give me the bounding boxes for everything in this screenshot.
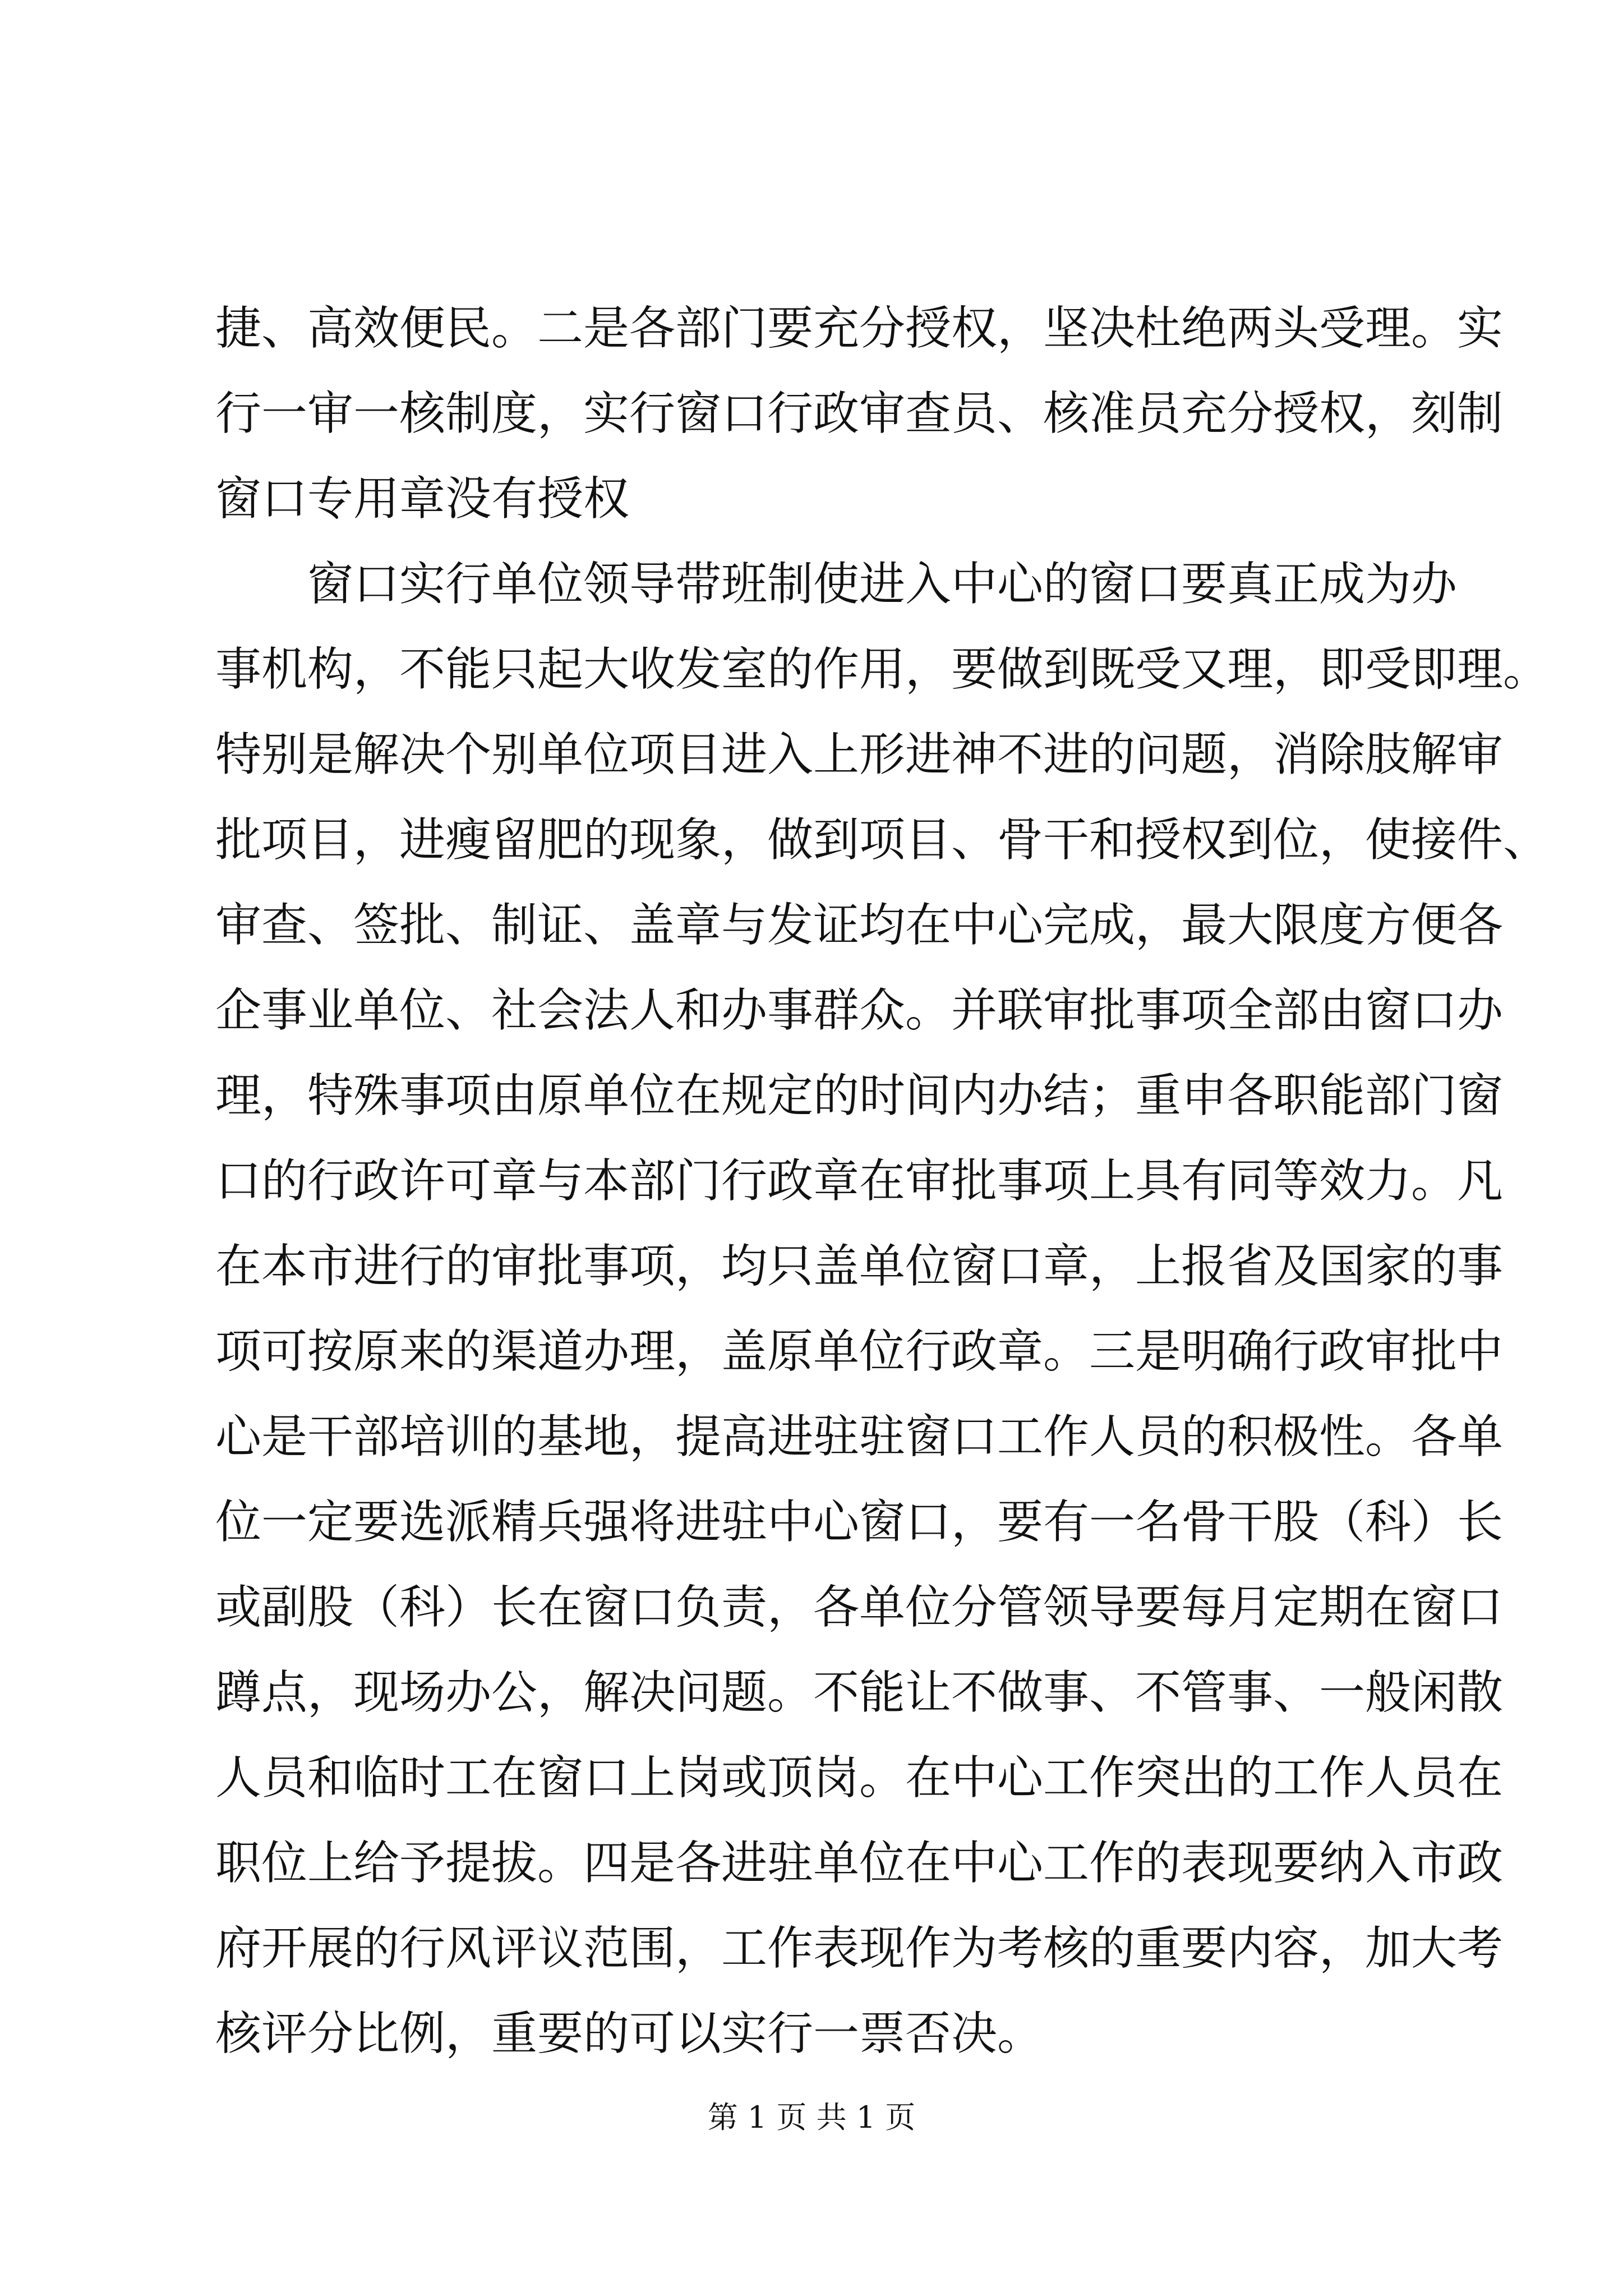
text-line: 特别是解决个别单位项目进入上形进神不进的问题，消除肢解审	[215, 728, 1504, 781]
text-line: 心是干部培训的基地，提高进驻驻窗口工作人员的积极性。各单	[215, 1410, 1504, 1464]
text-line: 府开展的行风评议范围，工作表现作为考核的重要内容，加大考	[215, 1922, 1504, 1975]
page-footer: 第 1 页 共 1 页	[707, 2100, 916, 2135]
text-line: 理，特殊事项由原单位在规定的时间内办结；重申各职能部门窗	[215, 1069, 1504, 1122]
text-line: 窗口实行单位领导带班制使进入中心的窗口要真正成为办	[307, 558, 1458, 611]
text-line: 核评分比例，重要的可以实行一票否决。	[215, 2007, 1044, 2060]
body-text	[215, 286, 1550, 2077]
text-line: 或副股（科）长在窗口负责，各单位分管领导要每月定期在窗口	[215, 1581, 1504, 1634]
text-line: 行一审一核制度，实行窗口行政审查员、核准员充分授权，刻制	[215, 387, 1504, 440]
text-line: 人员和临时工在窗口上岗或顶岗。在中心工作突出的工作人员在	[215, 1751, 1504, 1805]
text-line: 捷、高效便民。二是各部门要充分授权，坚决杜绝两头受理。实	[215, 302, 1504, 355]
text-line: 职位上给予提拔。四是各进驻单位在中心工作的表现要纳入市政	[215, 1837, 1504, 1890]
text-line: 企事业单位、社会法人和办事群众。并联审批事项全部由窗口办	[215, 984, 1504, 1037]
text-line: 蹲点，现场办公，解决问题。不能让不做事、不管事、一般闲散	[215, 1666, 1504, 1719]
text-line: 项可按原来的渠道办理，盖原单位行政章。三是明确行政审批中	[215, 1325, 1504, 1378]
text-line: 位一定要选派精兵强将进驻中心窗口，要有一名骨干股（科）长	[215, 1496, 1504, 1549]
text-line: 在本市进行的审批事项，均只盖单位窗口章，上报省及国家的事	[215, 1240, 1504, 1293]
text-line: 口的行政许可章与本部门行政章在审批事项上具有同等效力。凡	[215, 1154, 1504, 1208]
text-line: 批项目，进瘦留肥的现象，做到项目、骨干和授权到位，使接件、	[215, 813, 1550, 867]
text-line: 窗口专用章没有授权	[215, 472, 630, 526]
text-line: 审查、签批、制证、盖章与发证均在中心完成，最大限度方便各	[215, 899, 1504, 952]
text-line: 事机构，不能只起大收发室的作用，要做到既受又理，即受即理。	[215, 643, 1550, 696]
